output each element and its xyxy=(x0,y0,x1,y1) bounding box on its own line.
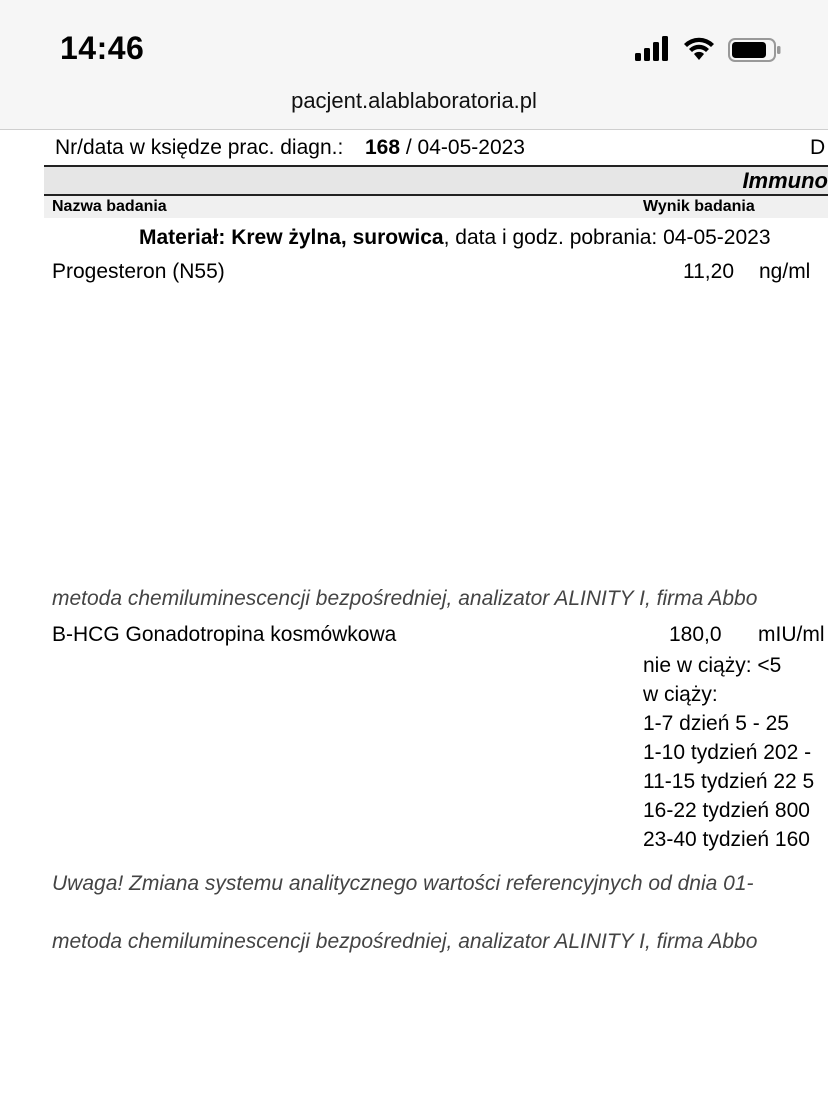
reference-range-line: 1-10 tydzień 202 - xyxy=(643,741,812,764)
reference-range-line: w ciąży: xyxy=(643,683,718,706)
material-type: Materiał: Krew żylna, surowica xyxy=(139,226,444,249)
clock: 14:46 xyxy=(60,30,145,66)
register-label: Nr/data w księdze prac. diagn.: xyxy=(55,136,344,159)
status-icons xyxy=(634,36,794,64)
material-collection-date: , data i godz. pobrania: 04-05-2023 xyxy=(443,226,771,249)
test-unit-progesteron: ng/ml xyxy=(759,260,811,283)
reference-range-line: nie w ciąży: <5 xyxy=(643,654,782,677)
material-line xyxy=(139,226,771,250)
test-value-bhcg: 180,0 xyxy=(669,623,722,646)
section-band xyxy=(44,167,828,194)
wifi-icon xyxy=(682,36,716,62)
test-name-bhcg: B-HCG Gonadotropina kosmówkowa xyxy=(52,623,397,646)
column-header-name: Nazwa badania xyxy=(52,198,167,215)
test-unit-bhcg: mIU/ml xyxy=(758,623,825,646)
section-title: Immuno xyxy=(742,168,828,193)
column-header-result: Wynik badania xyxy=(643,198,755,215)
battery-icon xyxy=(728,38,782,62)
test-name-progesteron: Progesteron (N55) xyxy=(52,260,225,283)
register-number: 168 xyxy=(365,136,401,159)
method-note-bhcg: metoda chemiluminescencji bezpośredniej, analizator ALINITY I, firma Abbo xyxy=(52,930,758,953)
register-date: / 04-05-2023 xyxy=(405,136,525,159)
reference-range-line: 23-40 tydzień 160 xyxy=(643,828,810,851)
status-bar xyxy=(0,0,828,130)
header-right-text: D xyxy=(810,136,826,159)
cellular-signal-icon xyxy=(634,36,672,62)
method-note-progesteron: metoda chemiluminescencji bezpośredniej, analizator ALINITY I, firma Abbo xyxy=(52,587,758,610)
reference-range-line: 1-7 dzień 5 - 25 xyxy=(643,712,789,735)
reference-range-line: 16-22 tydzień 800 xyxy=(643,799,810,822)
reference-range-line: 11-15 tydzień 22 5 xyxy=(643,770,815,793)
test-value-progesteron: 11,20 xyxy=(683,260,734,283)
address-bar-url[interactable]: pacjent.alablaboratoria.pl xyxy=(291,88,537,113)
reference-change-note: Uwaga! Zmiana systemu analitycznego wartości referencyjnych od dnia 01- xyxy=(52,872,754,895)
lab-report-document xyxy=(0,130,828,1096)
register-number-date xyxy=(365,136,525,160)
